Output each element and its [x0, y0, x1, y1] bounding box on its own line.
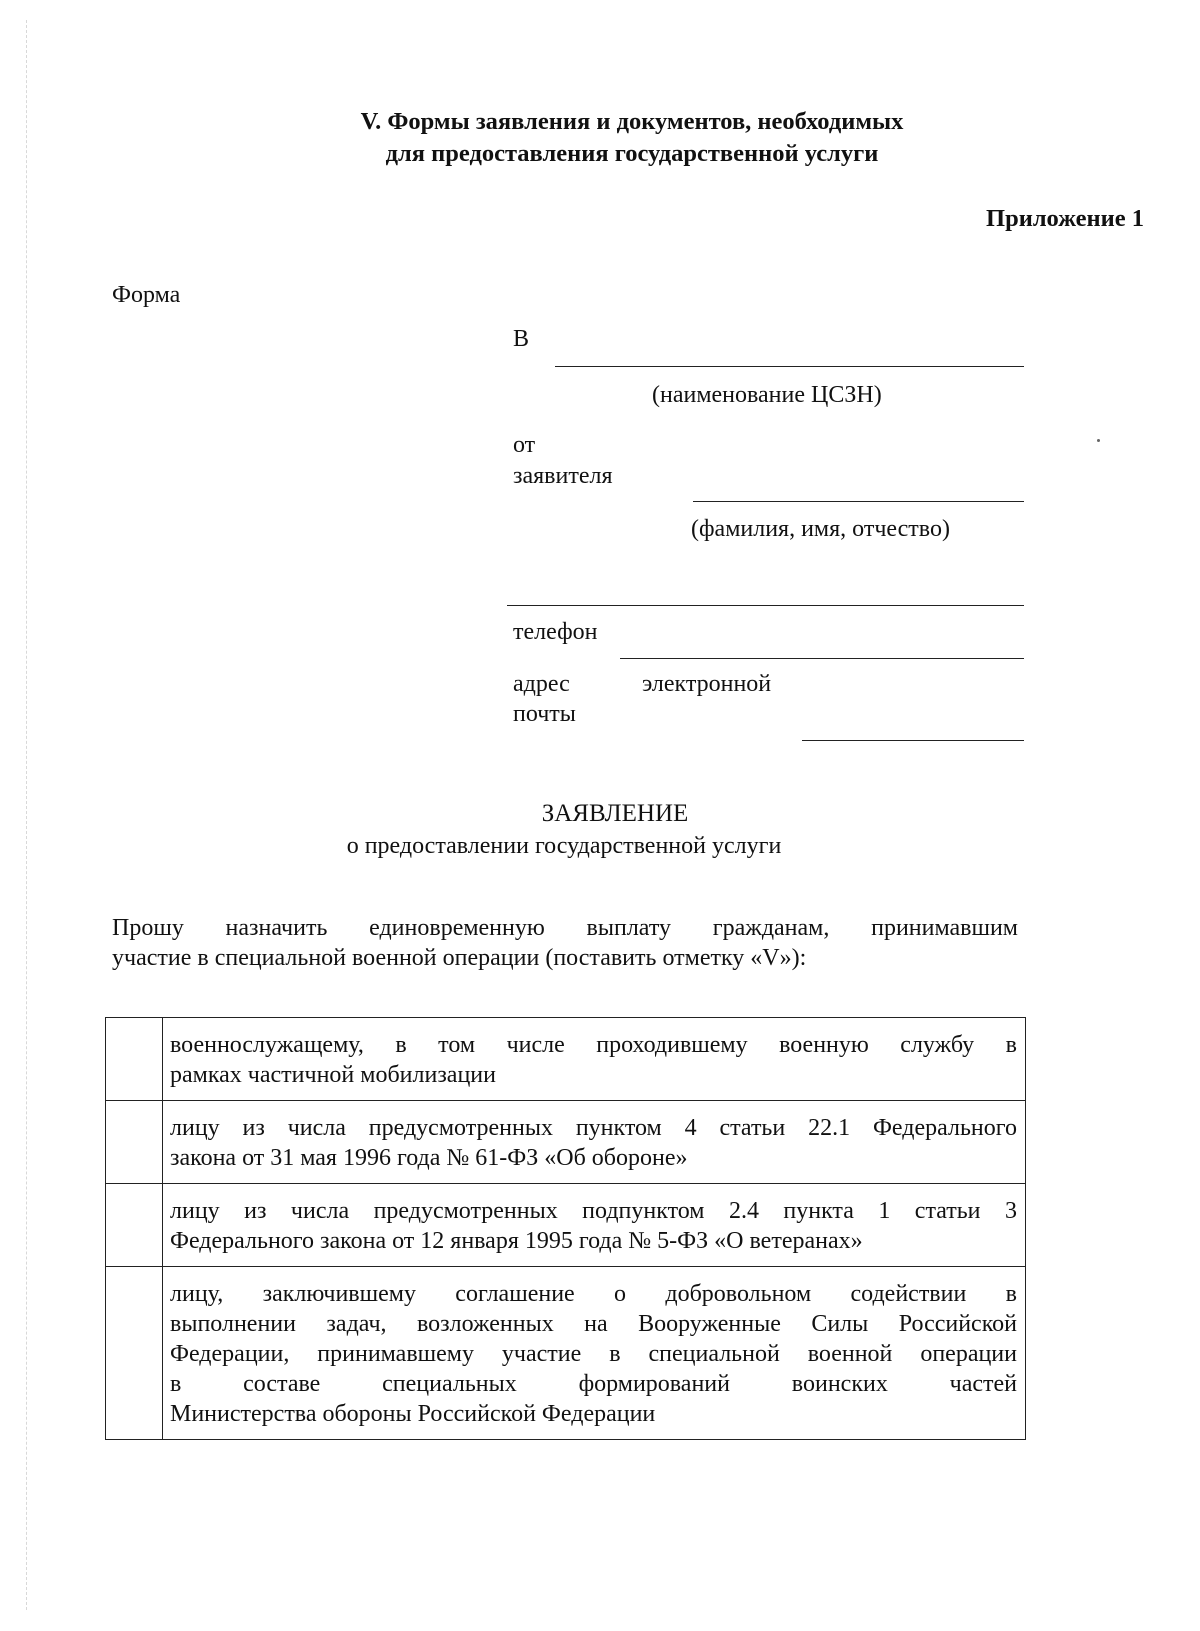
request-paragraph — [112, 913, 1018, 973]
email-label-word-1: адрес — [513, 671, 570, 697]
option-2-line-2: закона от 31 мая 1996 года № 61-ФЗ «Об обороне» — [170, 1145, 688, 1171]
applicant-name-line[interactable] — [693, 501, 1024, 502]
option-row — [106, 1184, 1026, 1267]
option-checkbox-3[interactable] — [106, 1184, 163, 1267]
option-row — [106, 1018, 1026, 1101]
option-checkbox-4[interactable] — [106, 1267, 163, 1440]
option-4-line-3: Федерации, принимавшему участие в специальной военной операции — [170, 1341, 1017, 1367]
from-label-1: от — [513, 432, 536, 458]
option-text-3 — [163, 1184, 1026, 1267]
option-1-line-1: военнослужащему, в том числе проходившему военную службу в — [170, 1032, 1017, 1058]
applicant-name-line-2[interactable] — [507, 605, 1024, 606]
application-subtitle: о предоставлении государственной услуги — [346, 833, 782, 859]
option-4-line-2: выполнении задач, возложенных на Вооруженные Силы Российской — [170, 1311, 1017, 1337]
form-label: Форма — [112, 282, 181, 308]
option-text-2 — [163, 1101, 1026, 1184]
option-4-line-4: в составе специальных формирований воинских частей — [170, 1371, 1017, 1397]
phone-label: телефон — [513, 619, 598, 645]
option-3-line-1: лицу из числа предусмотренных подпунктом 2.4 пункта 1 статьи 3 — [170, 1198, 1017, 1224]
option-text-1 — [163, 1018, 1026, 1101]
scan-speck — [1097, 439, 1100, 442]
request-line-2: участие в специальной военной операции (поставить отметку «V»): — [112, 945, 807, 971]
applicant-name-caption: (фамилия, имя, отчество) — [691, 516, 950, 542]
application-title: ЗАЯВЛЕНИЕ — [541, 800, 689, 827]
email-line[interactable] — [802, 740, 1024, 741]
appendix-label: Приложение 1 — [986, 205, 1144, 232]
section-heading-line-1: V. Формы заявления и документов, необходимых — [360, 108, 904, 135]
request-line-1: Прошу назначить единовременную выплату гражданам, принимавшим — [112, 915, 1018, 941]
option-4-line-1: лицу, заключившему соглашение о добровольном содействии в — [170, 1281, 1017, 1307]
option-row — [106, 1267, 1026, 1440]
to-prefix: В — [513, 326, 530, 352]
option-text-4 — [163, 1267, 1026, 1440]
email-label-word-3: почты — [513, 701, 576, 727]
email-label-word-2: электронной — [642, 671, 772, 697]
option-2-line-1: лицу из числа предусмотренных пунктом 4 статьи 22.1 Федерального — [170, 1115, 1017, 1141]
option-3-line-2: Федерального закона от 12 января 1995 года № 5-ФЗ «О ветеранах» — [170, 1228, 863, 1254]
agency-name-line[interactable] — [555, 366, 1024, 367]
section-heading-line-2: для предоставления государственной услуги — [385, 140, 879, 167]
option-4-line-5: Министерства обороны Российской Федерации — [170, 1401, 656, 1427]
agency-name-caption: (наименование ЦСЗН) — [652, 382, 882, 408]
options-table — [105, 1017, 1026, 1440]
from-label-2: заявителя — [513, 463, 613, 489]
phone-line[interactable] — [620, 658, 1024, 659]
option-1-line-2: рамках частичной мобилизации — [170, 1062, 496, 1088]
option-checkbox-1[interactable] — [106, 1018, 163, 1101]
option-checkbox-2[interactable] — [106, 1101, 163, 1184]
option-row — [106, 1101, 1026, 1184]
